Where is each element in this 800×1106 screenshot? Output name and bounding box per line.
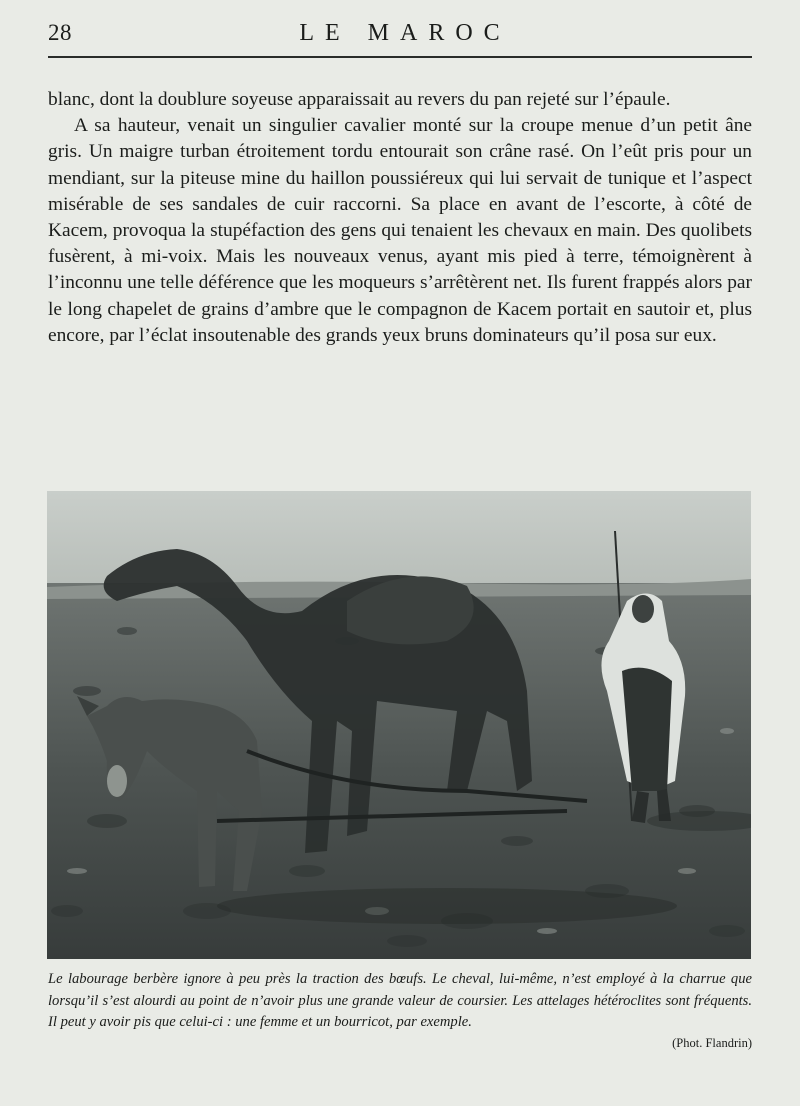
running-title: LE MAROC (299, 20, 511, 46)
article-text (48, 87, 752, 349)
donkey-muzzle (107, 765, 127, 797)
paragraph: A sa hauteur, venait un singulier cavalier monté sur la croupe menue d’un petit âne gris. Un maigre turban étroitement tordu entourait son crâne rasé. On l’eût pris pour un mendiant, sur la piteuse mine du haillon poussiéreux qui lui servait de tunique et l’aspect misérable de ses sandales de cuir raccorni. Sa place en avant de l’escorte, à côté de Kacem, provoqua la stupéfaction des gens qui tenaient les chevaux en main. Des quolibets fusèrent, à mi-voix. Mais les nouveaux venus, ayant mis pied à terre, témoignèrent à l’inconnu une telle déférence que les moqueurs s’arrêtèrent net. Ils furent frappés alors par le long chapelet de grains d’ambre que le compagnon de Kacem portait en sautoir et, plus encore, par l’éclat insoutenable des grands yeux bruns dominateurs qu’il posa sur eux. (48, 115, 752, 346)
page-number: 28 (48, 20, 72, 45)
paragraph-continued: blanc, dont la doublure soyeuse apparaissait au revers du pan rejeté sur l’épaule. (48, 89, 671, 110)
page-header (48, 18, 752, 58)
photo-camel-donkey-plowing (47, 491, 751, 959)
header-rule (48, 56, 752, 58)
photo-credit: (Phot. Flandrin) (672, 1036, 752, 1050)
photo-caption (48, 969, 752, 1034)
animal-shadows (217, 888, 677, 924)
caption-text: Le labourage berbère ignore à peu près la traction des bœufs. Le cheval, lui-même, n’est employé à la charrue que lorsqu’il s’est alourdi au point de n’avoir plus une grande valeur de coursier. Les attelages hétéroclites sont fréquents. Il peut y avoir pis que celui-ci : une femme et un bourricot, par exemple. (48, 971, 752, 1030)
